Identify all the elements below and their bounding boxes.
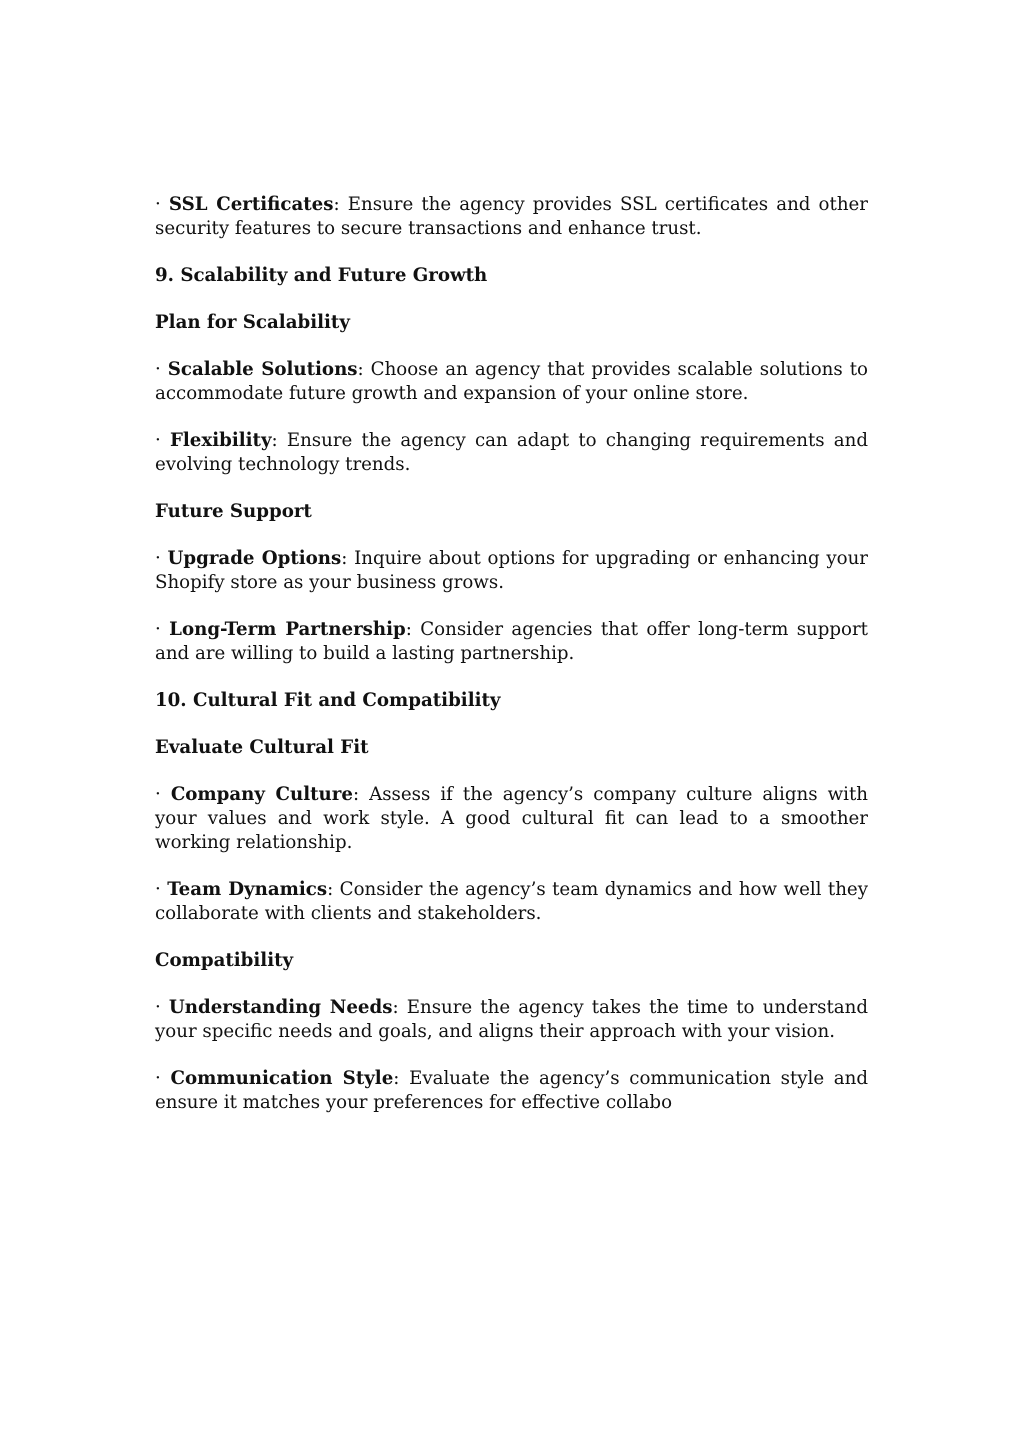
bullet-understanding-needs [155, 996, 868, 1044]
section-heading-scalability: 9. Scalability and Future Growth [155, 265, 488, 286]
bullet-ssl-certificates [155, 193, 868, 241]
bullet-term: Team Dynamics [167, 879, 328, 900]
bullet-term: Upgrade Options [167, 548, 342, 569]
bullet-long-term-partnership [155, 618, 868, 666]
bullet-text: : Ensure the agency takes the time to understand your specific needs and goals, and aligns their approach with your vision. [155, 997, 868, 1042]
bullet-mark: · [155, 997, 161, 1018]
document-page [155, 193, 868, 1115]
bullet-term: Communication Style [170, 1068, 394, 1089]
bullet-text: : Consider agencies that offer long-term support and are willing to build a lasting partnership. [155, 619, 868, 664]
bullet-text: : Evaluate the agency’s communication style and ensure it matches your preferences for effective collabo [155, 1068, 869, 1113]
bullet-text: : Choose an agency that provides scalable solutions to accommodate future growth and expansion of your online store. [155, 359, 868, 404]
bullet-mark: · [155, 1068, 161, 1089]
bullet-communication-style [155, 1067, 868, 1115]
bullet-scalable-solutions [155, 358, 868, 406]
bullet-text: : Ensure the agency provides SSL certificates and other security features to secure transactions and enhance trust. [155, 194, 868, 239]
subheading-plan-for-scalability: Plan for Scalability [155, 312, 350, 333]
bullet-mark: · [155, 784, 161, 805]
bullet-mark: · [155, 619, 161, 640]
bullet-term: Company Culture [170, 784, 353, 805]
subheading-compatibility: Compatibility [155, 950, 294, 971]
bullet-term: Flexibility [169, 430, 272, 451]
bullet-mark: · [155, 194, 161, 215]
bullet-team-dynamics [155, 878, 868, 926]
bullet-term: Scalable Solutions [167, 359, 358, 380]
bullet-mark: · [155, 548, 161, 569]
bullet-term: Understanding Needs [168, 997, 393, 1018]
bullet-term: SSL Certificates [168, 194, 334, 215]
bullet-upgrade-options [155, 547, 868, 595]
bullet-flexibility [155, 429, 868, 477]
subheading-evaluate-cultural-fit: Evaluate Cultural Fit [155, 737, 369, 758]
section-heading-cultural-fit: 10. Cultural Fit and Compatibility [155, 690, 501, 711]
bullet-text: : Ensure the agency can adapt to changing requirements and evolving technology trends. [155, 430, 868, 475]
bullet-company-culture [155, 783, 868, 855]
bullet-mark: · [155, 359, 161, 380]
bullet-mark: · [155, 430, 161, 451]
bullet-text: : Inquire about options for upgrading or enhancing your Shopify store as your business grows. [155, 548, 868, 593]
subheading-future-support: Future Support [155, 501, 312, 522]
bullet-term: Long-Term Partnership [169, 619, 406, 640]
bullet-text: : Consider the agency’s team dynamics and how well they collaborate with clients and stakeholders. [155, 879, 868, 924]
bullet-text: : Assess if the agency’s company culture aligns with your values and work style. A good cultural fit can lead to a smoother working relationship. [155, 784, 868, 853]
bullet-mark: · [155, 879, 161, 900]
